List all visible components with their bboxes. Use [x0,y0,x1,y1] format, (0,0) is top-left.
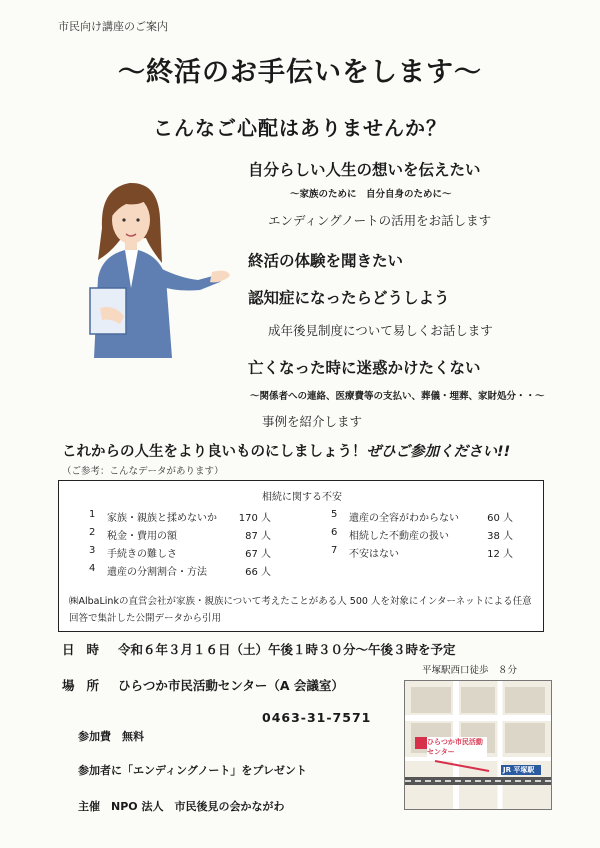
reference-note: （ご参考：こんなデータがあります） [62,466,224,477]
fee: 参加費 無料 [78,730,144,743]
concern-title: 認知症になったらどうしよう [248,289,450,307]
date-label: 日時 [62,642,112,657]
row-label: 遺産の分割割合・方法 [107,567,207,578]
row-value: 170 人 [238,513,271,524]
row-number: 1 [89,509,96,520]
row-label: 不安はない [349,549,399,560]
table-row [331,527,513,542]
date-value: 令和６年３月１６日（土）午後１時３０分〜午後３時を予定 [118,642,456,657]
concern-desc: 事例を紹介します [262,414,363,429]
header-note: 市民向け講座のご案内 [58,20,168,33]
table-row [89,509,271,524]
center-label: ひらつか市民活動センター [427,737,487,757]
row-value: 60 人 [487,513,513,524]
slogan-emphasis: ぜひご参加ください!! [366,444,511,460]
event-place [62,676,344,694]
table-row [89,527,271,542]
place-value: ひらつか市民活動センター（A 会議室） [118,678,344,693]
table-row [89,563,271,578]
slogan [62,440,510,461]
table-row [89,545,271,560]
subtitle: こんなご心配はありませんか？ [153,116,447,140]
row-label: 税金・費用の額 [107,531,177,542]
survey-footnote: ㈱AlbaLinkの直営会社が家族・親族について考えたことがある人 500 人を対象にインターネットによる任意回答で集計した公開データから引用 [69,596,532,624]
row-label: 家族・親族と揉めないか [107,513,217,524]
station-label: JR 平塚駅 [503,766,535,774]
row-value: 87 人 [245,531,271,542]
row-label: 遺産の全容がわからない [349,513,459,524]
row-value: 12 人 [487,549,513,560]
concern-title: 自分らしい人生の想いを伝えたい [248,161,481,179]
concern-desc: エンディングノートの活用をお話します [268,213,492,228]
row-number: 7 [331,545,338,556]
gift: 参加者に「エンディングノート」をプレゼント [78,764,307,777]
row-number: 3 [89,545,96,556]
walk-time: 平塚駅西口徒歩 ８分 [422,665,518,676]
slogan-text: これからの人生をより良いものにしましょう！ [62,444,367,460]
main-title: 〜終活のお手伝いをします〜 [118,57,482,88]
access-map [404,680,552,810]
row-number: 6 [331,527,338,538]
concern-desc: 成年後見制度について易しくお話します [268,323,493,338]
row-label: 相続した不動産の扱い [349,531,449,542]
concern-detail: 〜家族のために 自分自身のために〜 [290,189,452,200]
concern-title: 亡くなった時に迷惑かけたくない [248,359,481,377]
row-label: 手続きの難しさ [107,549,177,560]
row-number: 5 [331,509,338,520]
survey-box [58,480,544,632]
concern-detail: 〜関係者への連絡、医療費等の支払い、葬儀・埋葬、家財処分・・〜 [250,391,545,402]
row-value: 38 人 [487,531,513,542]
presenter-illustration [80,168,230,363]
place-label: 場所 [62,678,112,693]
table-row [331,509,513,524]
concern-title: 終活の体験を聞きたい [248,252,404,270]
table-row [331,545,513,560]
organizer: 主催 NPO 法人 市民後見の会かながわ [78,800,285,813]
row-value: 67 人 [245,549,271,560]
phone-number: 0463-31-7571 [262,710,372,725]
row-number: 2 [89,527,96,538]
row-value: 66 人 [245,567,271,578]
survey-title: 相続に関する不安 [262,492,342,503]
row-number: 4 [89,563,96,574]
event-date [62,640,456,658]
